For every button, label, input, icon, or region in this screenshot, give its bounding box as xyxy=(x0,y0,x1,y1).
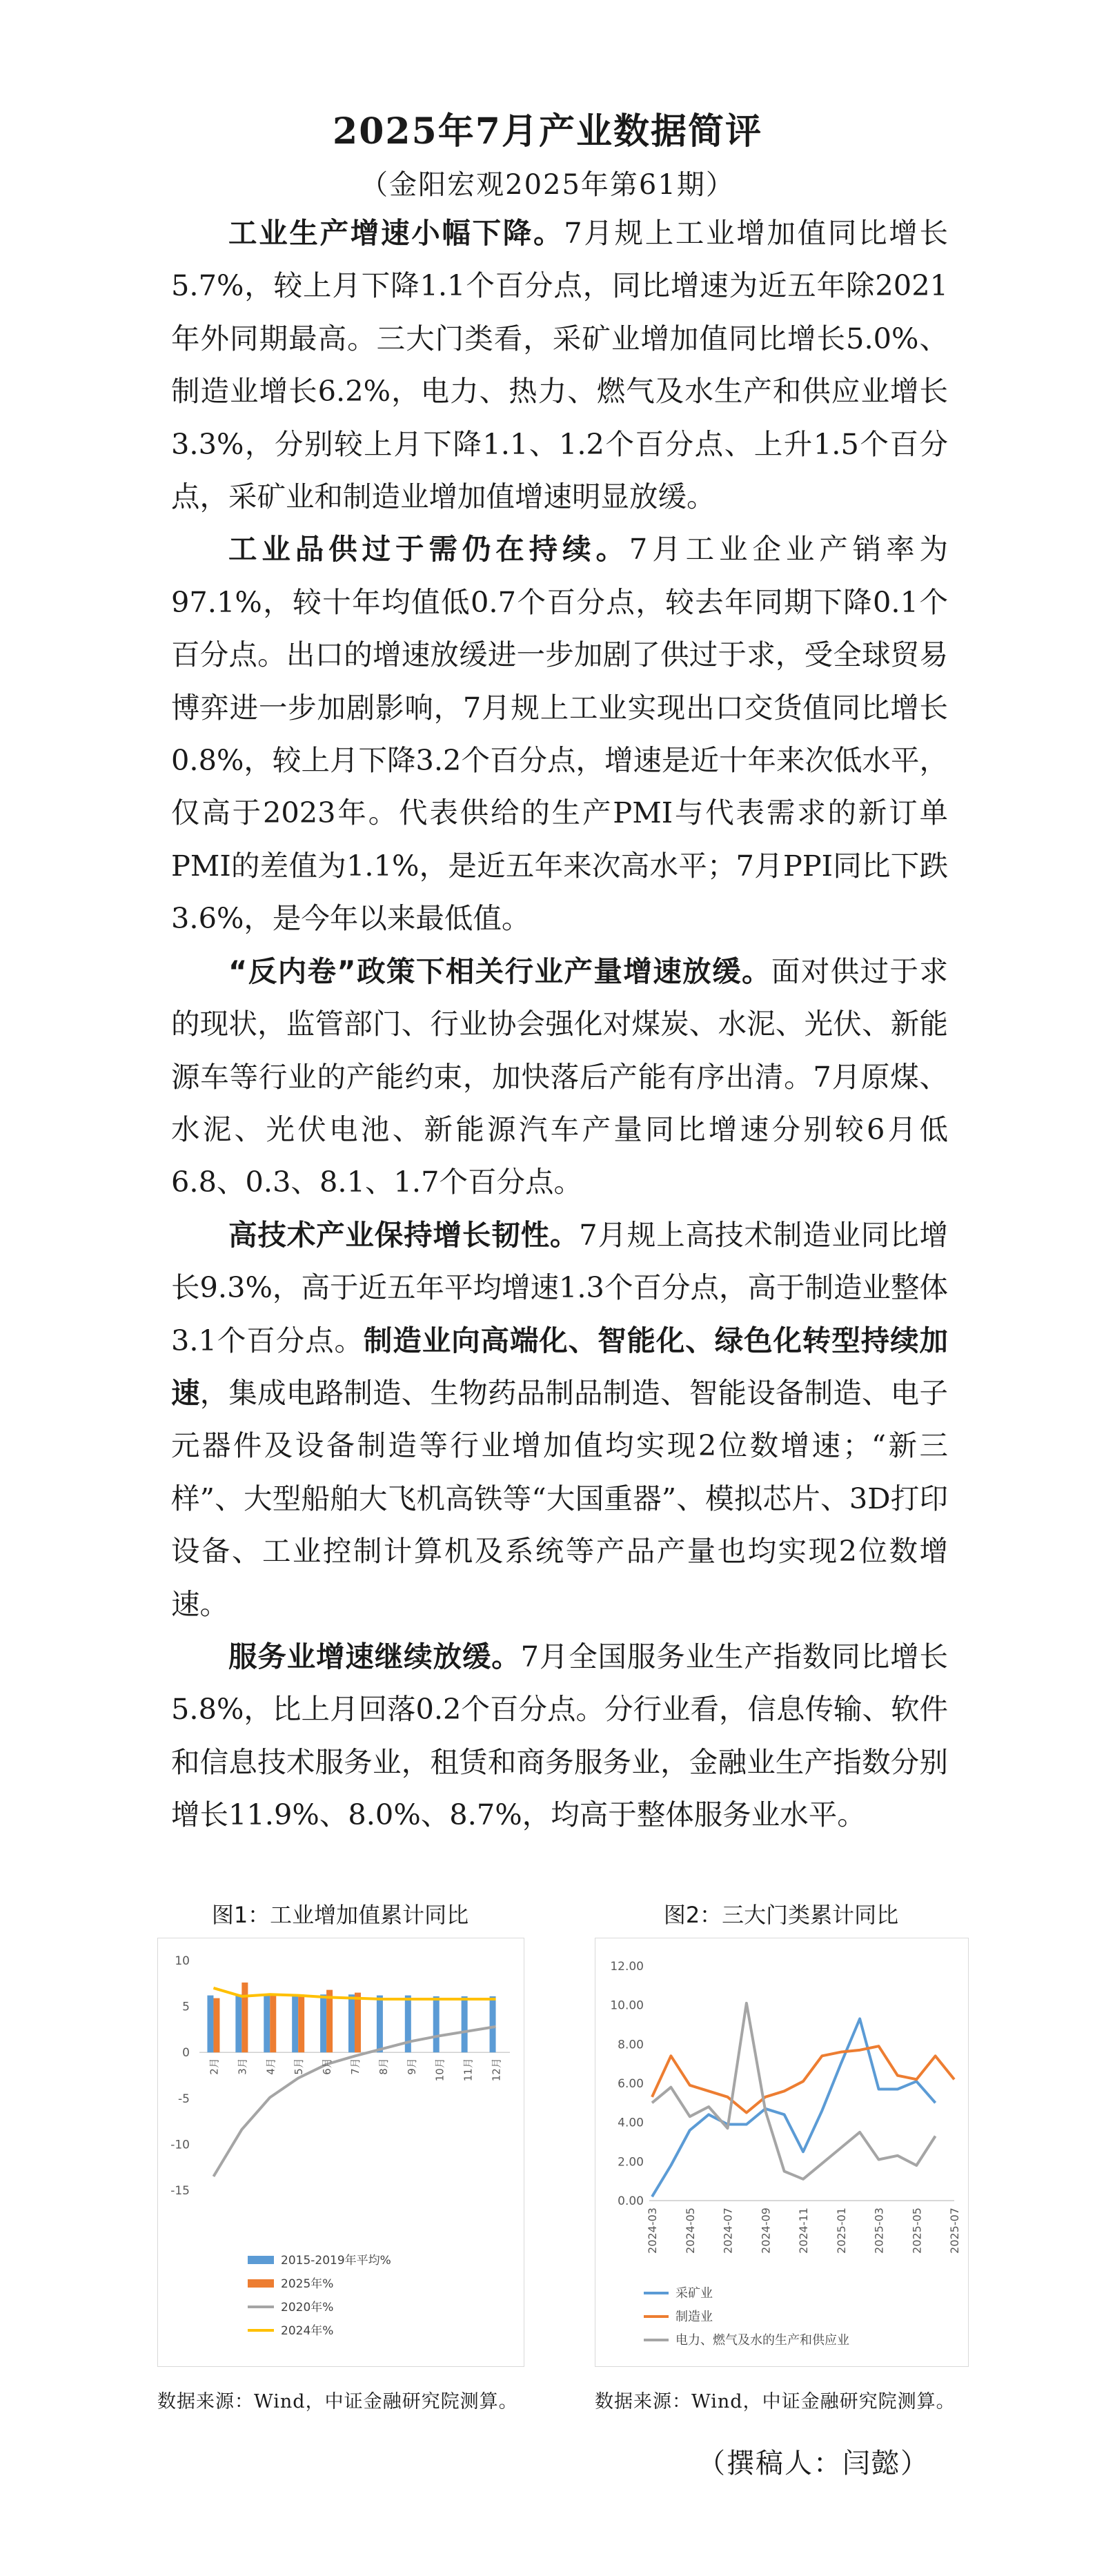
paragraph-5 xyxy=(171,1631,948,1842)
x-tick-label: 2025-07 xyxy=(948,2208,961,2254)
figure-1-chart xyxy=(157,1938,524,2367)
y-tick-label: 0.00 xyxy=(618,2194,644,2208)
figure-2-caption: 图2：三大门类累计同比 xyxy=(663,1902,899,1928)
x-tick-label: 3月 xyxy=(236,2058,249,2075)
x-tick-label: 12月 xyxy=(490,2058,503,2082)
x-tick-label: 8月 xyxy=(377,2058,390,2075)
bar-year-2025 xyxy=(270,1994,276,2052)
bar-year-2025 xyxy=(213,1998,219,2053)
bar-avg-2015-2019 xyxy=(462,1996,468,2052)
paragraph-text: 7月工业企业产销率为97.1%，较十年均值低0.7个百分点，较去年同期下降0.1个百分点。出口的增速放缓进一步加剧了供过于求，受全球贸易博弈进一步加剧影响，7月规上工业实现出口交货值同比增长0.8%，较上月下降3.2个百分点，增速是近十年来次低水平，仅高于2023年。代表供给的生产PMI与代表需求的新订单PMI的差值为1.1%，是近五年来次高水平；7月PPI同比下跌3.6%，是今年以来最低值。 xyxy=(171,532,948,936)
legend-label: 2020年% xyxy=(281,2301,334,2314)
x-tick-label: 7月 xyxy=(349,2058,362,2075)
paragraph-4 xyxy=(171,1209,948,1631)
figure-2-chart xyxy=(595,1938,969,2367)
x-tick-label: 11月 xyxy=(462,2058,475,2082)
y-tick-label: 10.00 xyxy=(610,1998,644,2013)
legend-label: 2024年% xyxy=(281,2324,334,2338)
x-tick-label: 5月 xyxy=(293,2058,306,2075)
bar-avg-2015-2019 xyxy=(433,1996,440,2052)
paragraph-text: 7月全国服务业生产指数同比增长5.8%，比上月回落0.2个百分点。分行业看，信息传输、软件和信息技术服务业，租赁和商务服务业，金融业生产指数分别增长11.9%、8.0%、8.7%，均高于整体服务业水平。 xyxy=(171,1639,948,1832)
series-line-电力、燃气及水的生产和供应业 xyxy=(652,2003,936,2179)
y-tick-label: 2.00 xyxy=(618,2155,644,2170)
paragraph-lead: 工业品供过于需仍在持续。 xyxy=(228,532,629,567)
figure-1-source: 数据来源：Wind，中证金融研究院测算。 xyxy=(157,2391,518,2412)
figure-2-source: 数据来源：Wind，中证金融研究院测算。 xyxy=(595,2391,956,2412)
bar-avg-2015-2019 xyxy=(377,1996,383,2053)
y-tick-label: -5 xyxy=(178,2092,190,2106)
y-tick-label: 4.00 xyxy=(618,2116,644,2130)
author-credit: （撰稿人：闫懿） xyxy=(698,2448,929,2479)
bar-avg-2015-2019 xyxy=(235,1994,241,2052)
x-tick-label: 2月 xyxy=(208,2058,221,2075)
x-tick-label: 9月 xyxy=(405,2058,418,2075)
x-tick-label: 2025-03 xyxy=(872,2208,886,2254)
y-tick-label: 12.00 xyxy=(610,1960,644,1974)
y-tick-label: 0 xyxy=(182,2046,190,2061)
series-line-制造业 xyxy=(652,2046,954,2112)
y-tick-label: 10 xyxy=(175,1954,190,1968)
legend-label: 制造业 xyxy=(675,2310,713,2324)
paragraph-text: 7月规上高技术制造业同比增长9.3%，高于近五年平均增速1.3个百分点，高于制造业整体3.1个百分点。 xyxy=(171,1217,948,1357)
x-tick-label: 2025-01 xyxy=(834,2208,848,2254)
paragraph-3 xyxy=(171,945,948,1209)
paragraph-text: 面对供过于求的现状，监管部门、行业协会强化对煤炭、水泥、光伏、新能源车等行业的产能约束，加快落后产能有序出清。7月原煤、水泥、光伏电池、新能源汽车产量同比增速分别较6月低6.8、0.3、8.1、1.7个百分点。 xyxy=(171,954,948,1199)
figure-2-svg xyxy=(595,1938,968,2366)
bar-avg-2015-2019 xyxy=(207,1996,213,2053)
y-tick-label: -15 xyxy=(170,2184,190,2198)
bar-year-2025 xyxy=(326,1990,333,2053)
legend-swatch xyxy=(248,2256,274,2264)
bar-avg-2015-2019 xyxy=(292,1994,298,2052)
x-tick-label: 2024-09 xyxy=(759,2208,773,2254)
x-tick-label: 2024-07 xyxy=(721,2208,735,2254)
legend-label: 2015-2019年平均% xyxy=(281,2254,391,2268)
y-tick-label: 6.00 xyxy=(618,2077,644,2091)
bar-avg-2015-2019 xyxy=(348,1994,355,2052)
paragraph-text: 7月规上工业增加值同比增长5.7%，较上月下降1.1个百分点，同比增速为近五年除2021年外同期最高。三大门类看，采矿业增加值同比增长5.0%、制造业增长6.2%，电力、热力、燃气及水生产和供应业增长3.3%，分别较上月下降1.1、1.2个百分点、上升1.5个百分点，采矿业和制造业增加值增速明显放缓。 xyxy=(171,216,948,514)
page-title: 2025年7月产业数据简评 xyxy=(333,110,762,153)
x-tick-label: 2024-03 xyxy=(646,2208,659,2254)
bar-year-2025 xyxy=(298,1994,304,2052)
x-tick-label: 2025-05 xyxy=(910,2208,924,2254)
x-tick-label: 4月 xyxy=(264,2058,277,2075)
y-tick-label: 8.00 xyxy=(618,2038,644,2052)
paragraph-2 xyxy=(171,523,948,945)
bar-avg-2015-2019 xyxy=(490,1996,496,2052)
y-tick-label: -10 xyxy=(170,2138,190,2152)
legend-label: 2025年% xyxy=(281,2277,334,2291)
paragraph-lead: 工业生产增速小幅下降。 xyxy=(228,216,564,250)
x-tick-label: 6月 xyxy=(321,2058,334,2075)
bar-avg-2015-2019 xyxy=(320,1994,326,2052)
paragraph-lead: 服务业增速继续放缓。 xyxy=(228,1639,521,1673)
bar-avg-2015-2019 xyxy=(264,1994,270,2052)
figure-1-caption: 图1：工业增加值累计同比 xyxy=(211,1902,469,1928)
paragraph-lead: “反内卷”政策下相关行业产量增速放缓。 xyxy=(228,954,771,988)
bar-year-2025 xyxy=(241,1983,248,2052)
x-tick-label: 2024-05 xyxy=(683,2208,697,2254)
x-tick-label: 10月 xyxy=(433,2058,446,2082)
page-subtitle: （金阳宏观2025年第61期） xyxy=(360,169,735,201)
paragraph-emphasis: 制造业向高端化、智能化、绿色化转型持续加速 xyxy=(171,1323,948,1410)
x-tick-label: 2024-11 xyxy=(797,2208,810,2254)
legend-swatch xyxy=(248,2279,274,2288)
figure-1-svg xyxy=(158,1938,524,2366)
bar-year-2025 xyxy=(355,1993,361,2053)
series-line-采矿业 xyxy=(652,2019,936,2197)
article-body xyxy=(171,207,948,1842)
paragraph-lead: 高技术产业保持增长韧性。 xyxy=(228,1217,580,1252)
y-tick-label: 5 xyxy=(182,2000,190,2014)
paragraph-text: ，集成电路制造、生物药品制品制造、智能设备制造、电子元器件及设备制造等行业增加值均实现2位数增速；“新三样”、大型船舶大飞机高铁等“大国重器”、模拟芯片、3D打印设备、工业控制计算机及系统等产品产量也均实现2位数增速。 xyxy=(171,1375,948,1621)
legend-label: 电力、燃气及水的生产和供应业 xyxy=(675,2333,849,2348)
paragraph-1 xyxy=(171,207,948,523)
legend-label: 采矿业 xyxy=(675,2286,713,2301)
